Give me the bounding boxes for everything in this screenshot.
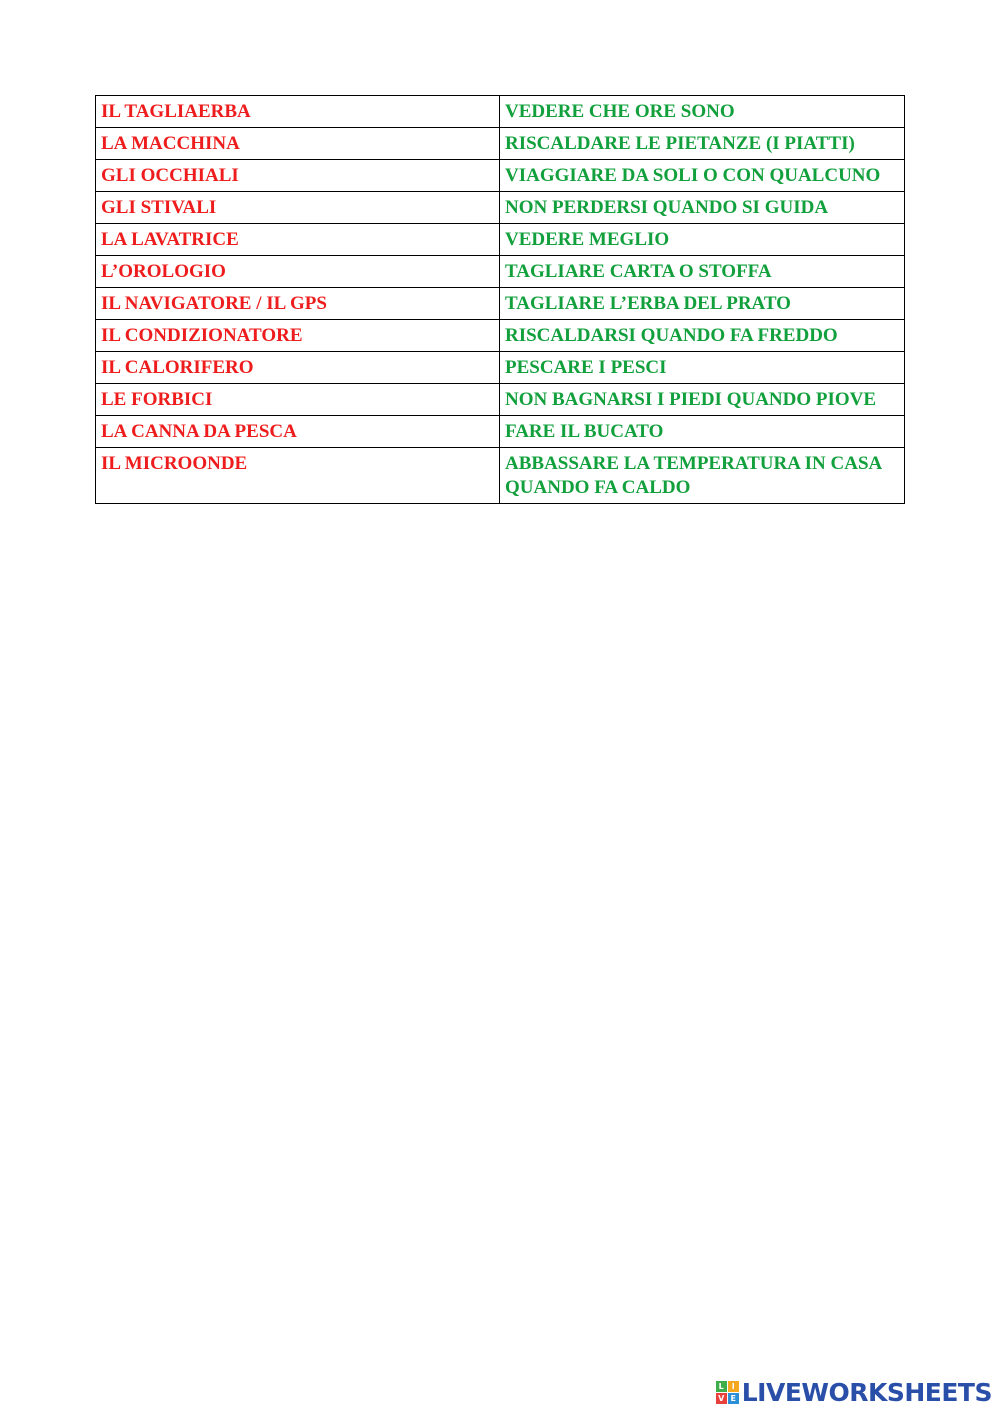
object-cell: IL TAGLIAERBA [96, 96, 500, 128]
liveworksheets-logo [716, 1377, 992, 1407]
use-cell: NON PERDERSI QUANDO SI GUIDA [500, 192, 905, 224]
table-row [96, 192, 905, 224]
table-row [96, 160, 905, 192]
object-cell: LA CANNA DA PESCA [96, 416, 500, 448]
object-cell: GLI OCCHIALI [96, 160, 500, 192]
table-row [96, 352, 905, 384]
table-row [96, 128, 905, 160]
use-cell: ABBASSARE LA TEMPERATURA IN CASA QUANDO FA CALDO [500, 448, 905, 504]
logo-square: E [728, 1393, 739, 1404]
object-cell: IL CALORIFERO [96, 352, 500, 384]
liveworksheets-logo-text: LIVEWORKSHEETS [741, 1377, 992, 1407]
object-cell: IL CONDIZIONATORE [96, 320, 500, 352]
object-cell: IL NAVIGATORE / IL GPS [96, 288, 500, 320]
object-cell: GLI STIVALI [96, 192, 500, 224]
matching-table [95, 95, 905, 504]
table-row [96, 320, 905, 352]
object-cell: LA MACCHINA [96, 128, 500, 160]
table-body [96, 96, 905, 504]
table-row [96, 256, 905, 288]
use-cell: VIAGGIARE DA SOLI O CON QUALCUNO [500, 160, 905, 192]
table-row [96, 96, 905, 128]
liveworksheets-logo-icon [716, 1381, 739, 1404]
use-cell: FARE IL BUCATO [500, 416, 905, 448]
use-cell: RISCALDARE LE PIETANZE (I PIATTI) [500, 128, 905, 160]
use-cell: RISCALDARSI QUANDO FA FREDDO [500, 320, 905, 352]
use-cell: TAGLIARE L’ERBA DEL PRATO [500, 288, 905, 320]
logo-square: L [716, 1381, 727, 1392]
use-cell: TAGLIARE CARTA O STOFFA [500, 256, 905, 288]
use-cell: NON BAGNARSI I PIEDI QUANDO PIOVE [500, 384, 905, 416]
table-row [96, 224, 905, 256]
table-row [96, 384, 905, 416]
object-cell: LA LAVATRICE [96, 224, 500, 256]
object-cell: LE FORBICI [96, 384, 500, 416]
use-cell: PESCARE I PESCI [500, 352, 905, 384]
object-cell: IL MICROONDE [96, 448, 500, 504]
table-row [96, 288, 905, 320]
use-cell: VEDERE MEGLIO [500, 224, 905, 256]
object-cell: L’OROLOGIO [96, 256, 500, 288]
table-row [96, 448, 905, 504]
use-cell: VEDERE CHE ORE SONO [500, 96, 905, 128]
logo-square: V [716, 1393, 727, 1404]
table-row [96, 416, 905, 448]
logo-square: I [728, 1381, 739, 1392]
